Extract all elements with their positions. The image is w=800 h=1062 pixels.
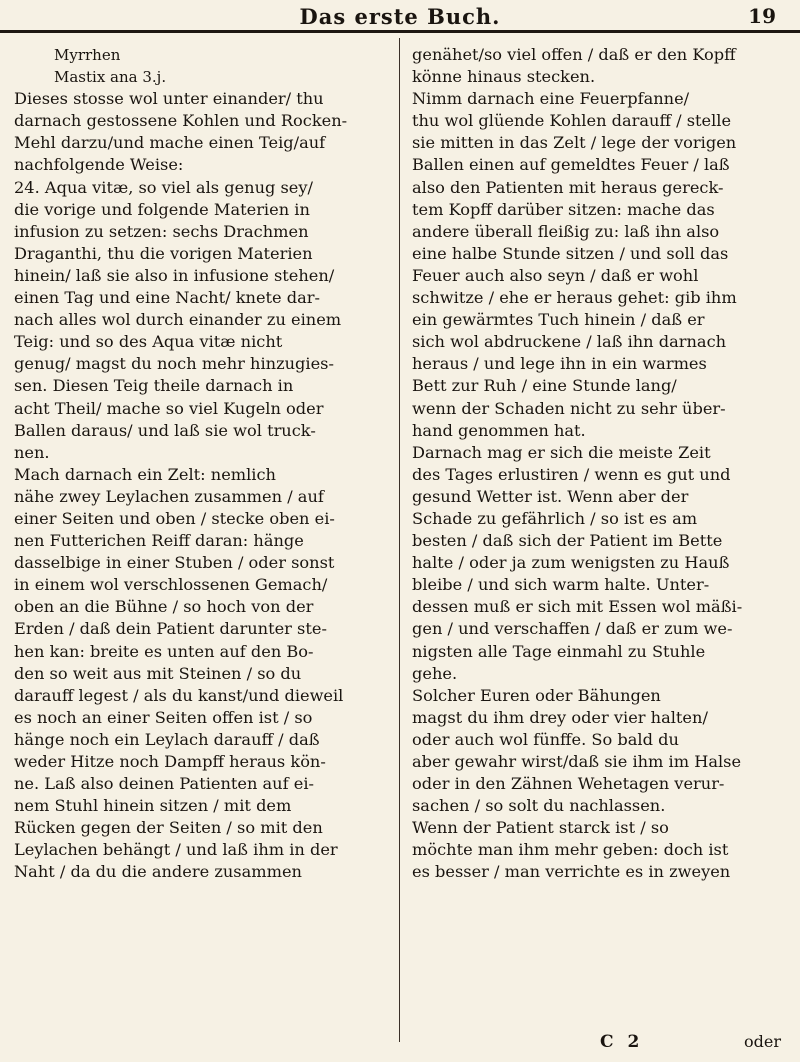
paragraph: Nimm darnach eine Feuerpfanne/ thu wol glüende Kohlen darauff / stelle sie mitten in das Zelt / lege der vorigen Ballen einen auf gemeldtes Feuer / laß also den Patienten mit heraus gereck- tem Kopff darüber sitzen: mache das andere überall fleißig zu: laß ihn also eine halbe Stunde sitzen / und soll das Feuer auch also seyn / daß er wohl schwitze / ehe er heraus gehet: gib ihm ein gewärmtes Tuch hinein / daß er sich wol abdruckene / laß ihn darnach heraus / und lege ihn in ein warmes Bett zur Ruh / eine Stunde lang/ wenn der Schaden nicht zu sehr über- hand genommen hat. (412, 89, 737, 440)
paragraph: Solcher Euren oder Bähungen magst du ihm drey oder vier halten/ oder auch wol fünffe. So bald du aber gewahr wirst/daß sie ihm im Halse oder in den Zähnen Wehetagen verur- sachen / so solt du nachlassen. (412, 685, 742, 816)
paragraph: Mach darnach ein Zelt: nemlich nähe zwey Leylachen zusammen / auf einer Seiten und oben / stecke oben ei- nen Futterichen Reiff daran: hänge dasselbige in einer Stuben / oder sonst in einem wol verschlossenen Gemach/ oben an die Bühne / so hoch von der Erden / daß dein Patient darunter ste- hen kan: breite es unten auf den Bo- den so weit aus mit Steinen / so du darauff legest / als du kanst/und dieweil es noch an einer Seiten offen ist / so hänge noch ein Leylach darauff / daß weder Hitze noch Dampff heraus kön- ne. Laß also deinen Patienten auf ei- nem Stuhl hinein sitzen / mit dem Rücken gegen der Seiten / so mit den Leylachen behängt / und laß ihm in der Naht / da du die andere zusammen (14, 464, 344, 882)
paragraph: 24. Aqua vitæ, so viel als genug sey/ die vorige und folgende Materien in infusion zu setzen: sechs Drachmen Draganthi, thu die vorigen Materien hinein/ laß sie also in infusione stehen/ einen Tag und eine Nacht/ knete dar- nach alles wol durch einander zu einem Teig: und so des Aqua vitæ nicht genug/ magst du noch mehr hinzugies- sen. Diesen Teig theile darnach in acht Theil/ mache so viel Kugeln oder Ballen daraus/ und laß sie wol truck- nen. (14, 177, 342, 462)
paragraph: Darnach mag er sich die meiste Zeit des Tages erlustiren / wenn es gut und gesund Wetter ist. Wenn aber der Schade zu gefährlich / so ist es am besten / daß sich der Patient im Bette halte / oder ja zum wenigsten zu Hauß bleibe / und sich warm halte. Unter- dessen muß er sich mit Essen wol mäßi- gen / und verschaffen / daß er zum we- nigsten alle Tage einmahl zu Stuhle gehe. (412, 442, 743, 683)
column-divider (399, 38, 400, 1042)
page-number: 19 (748, 4, 776, 28)
ingredient-line-1: Myrrhen (54, 46, 121, 64)
running-title: Das erste Buch. (299, 4, 501, 29)
ingredient-line-2: Mastix ana 3.j. (54, 68, 167, 87)
paragraph: genähet/so viel offen / daß er den Kopff könne hinaus stecken. (412, 45, 736, 87)
right-column (412, 44, 774, 884)
left-column (14, 44, 376, 884)
header-rule (0, 30, 800, 33)
paragraph: Wenn der Patient starck ist / so möchte man ihm mehr geben: doch ist es besser / man verrichte es in zweyen (412, 818, 731, 882)
catchword: oder (744, 1032, 781, 1051)
paragraph: Dieses stosse wol unter einander/ thu darnach gestossene Kohlen und Rocken- Mehl darzu/und mache einen Teig/auf nachfolgende Weise: (14, 89, 348, 175)
signature-mark: C 2 (600, 1032, 644, 1052)
